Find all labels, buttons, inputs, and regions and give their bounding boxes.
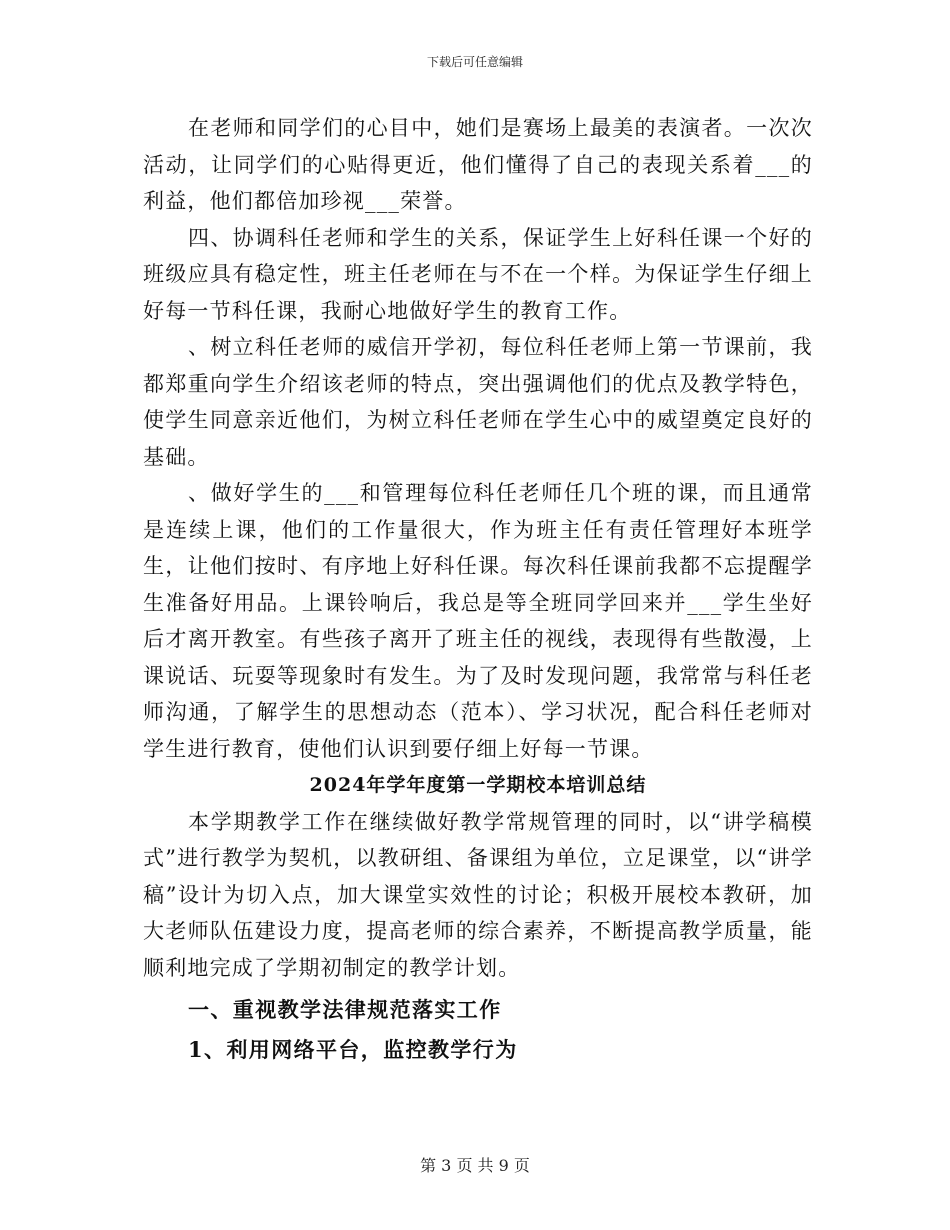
- section-intro: 本学期教学工作在继续做好教学常规管理的同时，以“讲学稿模式”进行教学为契机，以教研组、备课组为单位，立足课堂，以“讲学稿”设计为切入点，加大课堂实效性的讨论；积极开展校本教研，加大老师队伍建设力度，提高老师的综合素养，不断提高教学质量，能顺利地完成了学期初制定的教学计划。: [143, 809, 813, 980]
- page-number: 第 3 页 共 9 页: [420, 1156, 530, 1175]
- heading-network-platform: 1、利用网络平台，监控教学行为: [188, 1037, 518, 1062]
- paragraph-student-management: 、做好学生的___和管理每位科任老师任几个班的课，而且通常是连续上课，他们的工作量很大，作为班主任有责任管理好本班学生，让他们按时、有序地上好科任课。每次科任课前我都不忘提醒学生准备好用品。上课铃响后，我总是等全班同学回来并___学生坐好后才离开教室。有些孩子离开了班主任的视线，表现得有些散漫，上课说话、玩耍等现象时有发生。为了及时发现问题，我常常与科任老师沟通，了解学生的思想动态（范本）、学习状况，配合科任老师对学生进行教育，使他们认识到要仔细上好每一节课。: [143, 481, 813, 761]
- heading-teaching-norms: 一、重视教学法律规范落实工作: [188, 997, 502, 1022]
- page-header: 下载后可任意编辑: [426, 55, 523, 69]
- paragraph-teacher-relations: 四、协调科任老师和学生的关系，保证学生上好科任课一个好的班级应具有稳定性，班主任老师在与不在一个样。为保证学生仔细上好每一节科任课，我耐心地做好学生的教育工作。: [143, 225, 813, 323]
- section-title: 2024年学年度第一学期校本培训总结: [309, 774, 647, 796]
- document-body: [143, 110, 813, 1070]
- paragraph-performers: 在老师和同学们的心目中，她们是赛场上最美的表演者。一次次活动，让同学们的心贴得更近，他们懂得了自己的表现关系着___的利益，他们都倍加珍视___荣誉。: [143, 116, 813, 213]
- paragraph-teacher-prestige: 、树立科任老师的威信开学初，每位科任老师上第一节课前，我都郑重向学生介绍该老师的特点，突出强调他们的优点及教学特色，使学生同意亲近他们，为树立科任老师在学生心中的威望奠定良好的基础。: [143, 335, 813, 469]
